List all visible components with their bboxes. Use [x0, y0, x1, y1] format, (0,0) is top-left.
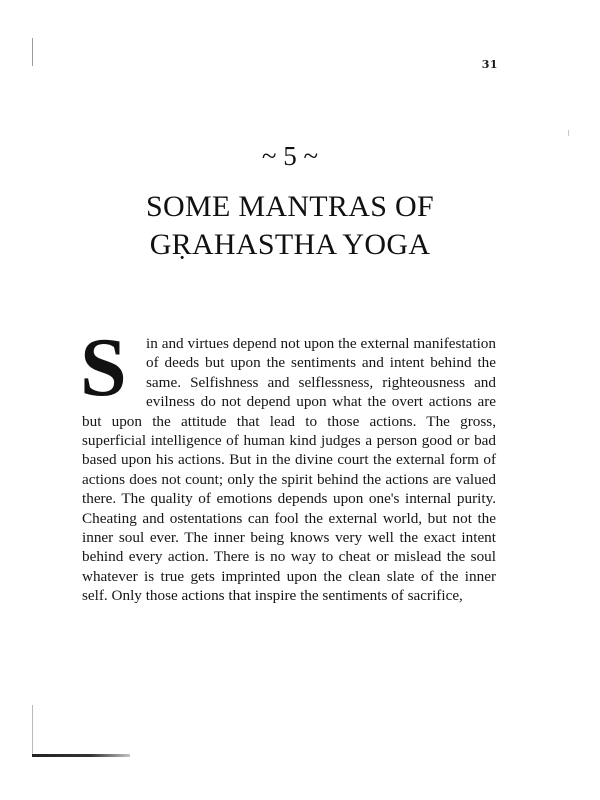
- chapter-title-line-2: GṚAHASTHA YOGA: [149, 228, 431, 261]
- page-number: 31: [481, 58, 498, 71]
- scan-edge-bottom: [32, 754, 130, 757]
- chapter-number: ~ 5 ~: [261, 141, 319, 171]
- scan-edge-bottom-left: [32, 705, 33, 755]
- drop-cap: S: [80, 321, 127, 414]
- chapter-title: [0, 188, 580, 264]
- chapter-title-line-1: SOME MANTRAS OF: [146, 190, 434, 223]
- body-paragraph: in and virtues depend not upon the external manifestation of deeds but upon the sentiments and intent behind the same. Selfishness and selflessness, righteousness and evilness do not depend upon what the overt actions are but upon the attitude that lead to those actions. The gross, superficial intelligence of human kind judges a person good or bad based upon his actions. But in the divine court the external form of actions does not count; only the spirit behind the actions are valued there. The quality of emotions depends upon one's internal purity. Cheating and ostentations can fool the external world, but not the inner soul ever. The inner being knows very well the exact intent behind every action. There is no way to cheat or mislead the soul whatever is true gets imprinted upon the clean slate of the inner self. Only those actions that inspire the sentiments of sacrifice,: [82, 335, 496, 605]
- body-text: [80, 321, 496, 606]
- scan-mark: [568, 130, 569, 136]
- scan-edge-left: [32, 38, 33, 66]
